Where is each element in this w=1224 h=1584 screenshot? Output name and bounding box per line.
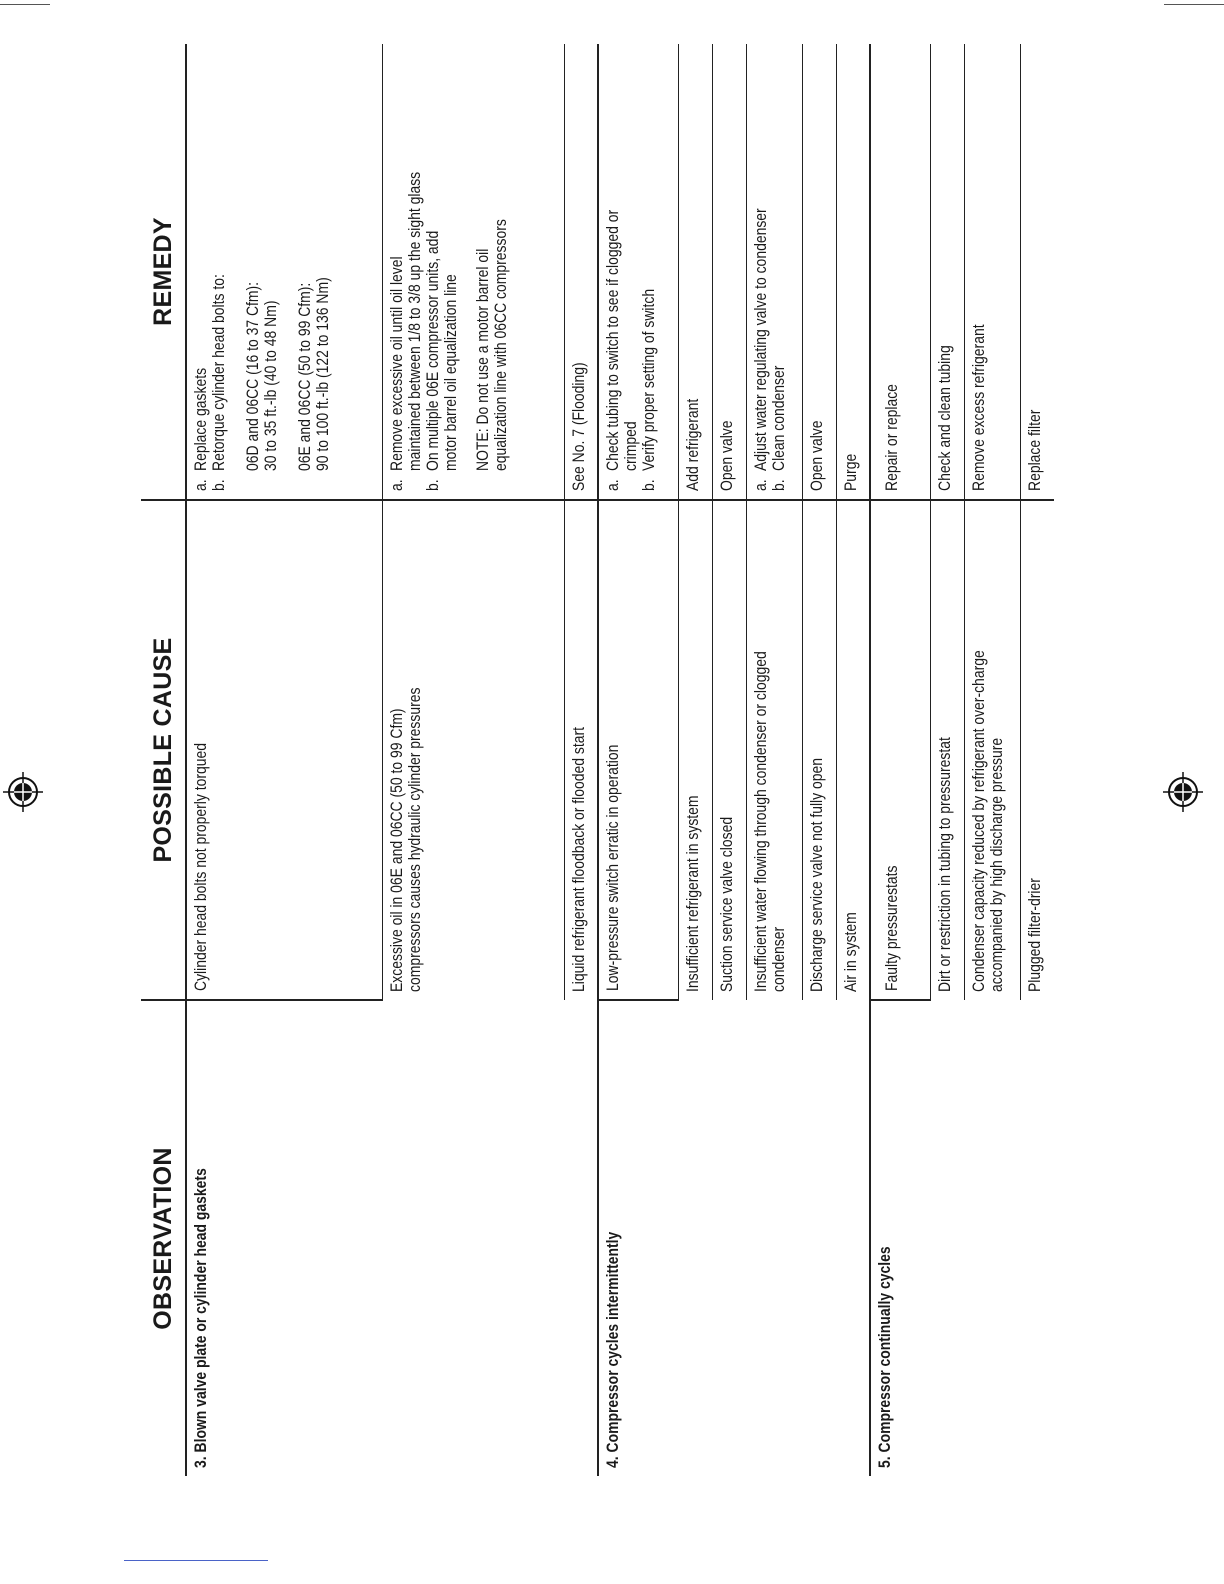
table-row: [870, 44, 930, 1476]
remedy-cell: a. Adjust water regulating valve to condenser b. Clean condenser: [746, 44, 802, 500]
cause-cell: Air in system: [836, 500, 870, 1000]
observation-cell: 5. Compressor continually cycles: [875, 1246, 894, 1468]
observation-cell: 3. Blown valve plate or cylinder head gaskets: [186, 1000, 598, 1476]
cause-cell: Suction service valve closed: [712, 500, 746, 1000]
cause-cell: Cylinder head bolts not properly torqued: [186, 500, 382, 1000]
table-header-row: [141, 44, 186, 1476]
remedy-cell: Purge: [836, 44, 870, 500]
cause-cell: Dirt or restriction in tubing to pressurestat: [930, 500, 964, 1000]
remedy-cell: Replace filter: [1020, 44, 1054, 500]
troubleshooting-table: [141, 44, 1054, 1476]
header-remedy: REMEDY: [141, 44, 186, 500]
cause-cell: Low-pressure switch erratic in operation: [598, 500, 678, 1000]
footer-rule: [124, 1560, 268, 1561]
remedy-cell: Open valve: [802, 44, 836, 500]
cause-cell: Insufficient water flowing through condenser or clogged condenser: [746, 500, 802, 1000]
crop-mark-left: [0, 4, 50, 5]
cause-cell: Insufficient refrigerant in system: [678, 500, 712, 1000]
remedy-cell: Repair or replace: [870, 44, 930, 500]
remedy-cell: See No. 7 (Flooding): [564, 44, 598, 500]
observation-cell: 4. Compressor cycles intermittently: [598, 1000, 870, 1476]
table-row: [598, 44, 678, 1476]
remedy-cell: a. Check tubing to switch to see if clogged or crimped b. Verify proper setting of switch: [598, 44, 678, 500]
remedy-cell: Open valve: [712, 44, 746, 500]
cause-cell: Discharge service valve not fully open: [802, 500, 836, 1000]
cause-cell: Plugged filter-drier: [1024, 878, 1044, 992]
cause-cell: Condenser capacity reduced by refrigerant over-charge accompanied by high discharge pressure: [964, 500, 1020, 1000]
crop-mark-right: [1164, 4, 1224, 5]
cause-cell: Liquid refrigerant floodback or flooded start: [564, 500, 598, 1000]
remedy-cell: Remove excess refrigerant: [964, 44, 1020, 500]
cause-cell: Faulty pressurestats: [870, 500, 930, 1000]
remedy-cell: a. Replace gaskets b. Retorque cylinder head bolts to: 06D and 06CC (16 to 37 Cfm): 30 to 35 ft.-lb (40 to 48 Nm) 06E and 06CC (50 to 99 Cfm): 90 to 100 ft.-lb (122 to 136 Nm): [186, 44, 382, 500]
table-row: [186, 44, 382, 1476]
cause-cell: Excessive oil in 06E and 06CC (50 to 99 Cfm) compressors causes hydraulic cylinder pressures: [382, 500, 564, 1000]
remedy-cell: a. Remove excessive oil until oil level maintained between 1/8 to 3/8 up the sight glass b. On multiple 06E compressor units, add motor barrel oil equalization line NOTE: Do not use a motor barrel oil equalization line with 06CC compressors: [382, 44, 564, 500]
troubleshooting-table-rotated: [141, 44, 1054, 1476]
remedy-cell: Check and clean tubing: [930, 44, 964, 500]
registration-mark-icon: [3, 772, 43, 812]
header-possible-cause: POSSIBLE CAUSE: [141, 500, 186, 1000]
remedy-cell: Add refrigerant: [678, 44, 712, 500]
header-observation: OBSERVATION: [141, 1000, 186, 1476]
registration-mark-icon: [1163, 772, 1203, 812]
